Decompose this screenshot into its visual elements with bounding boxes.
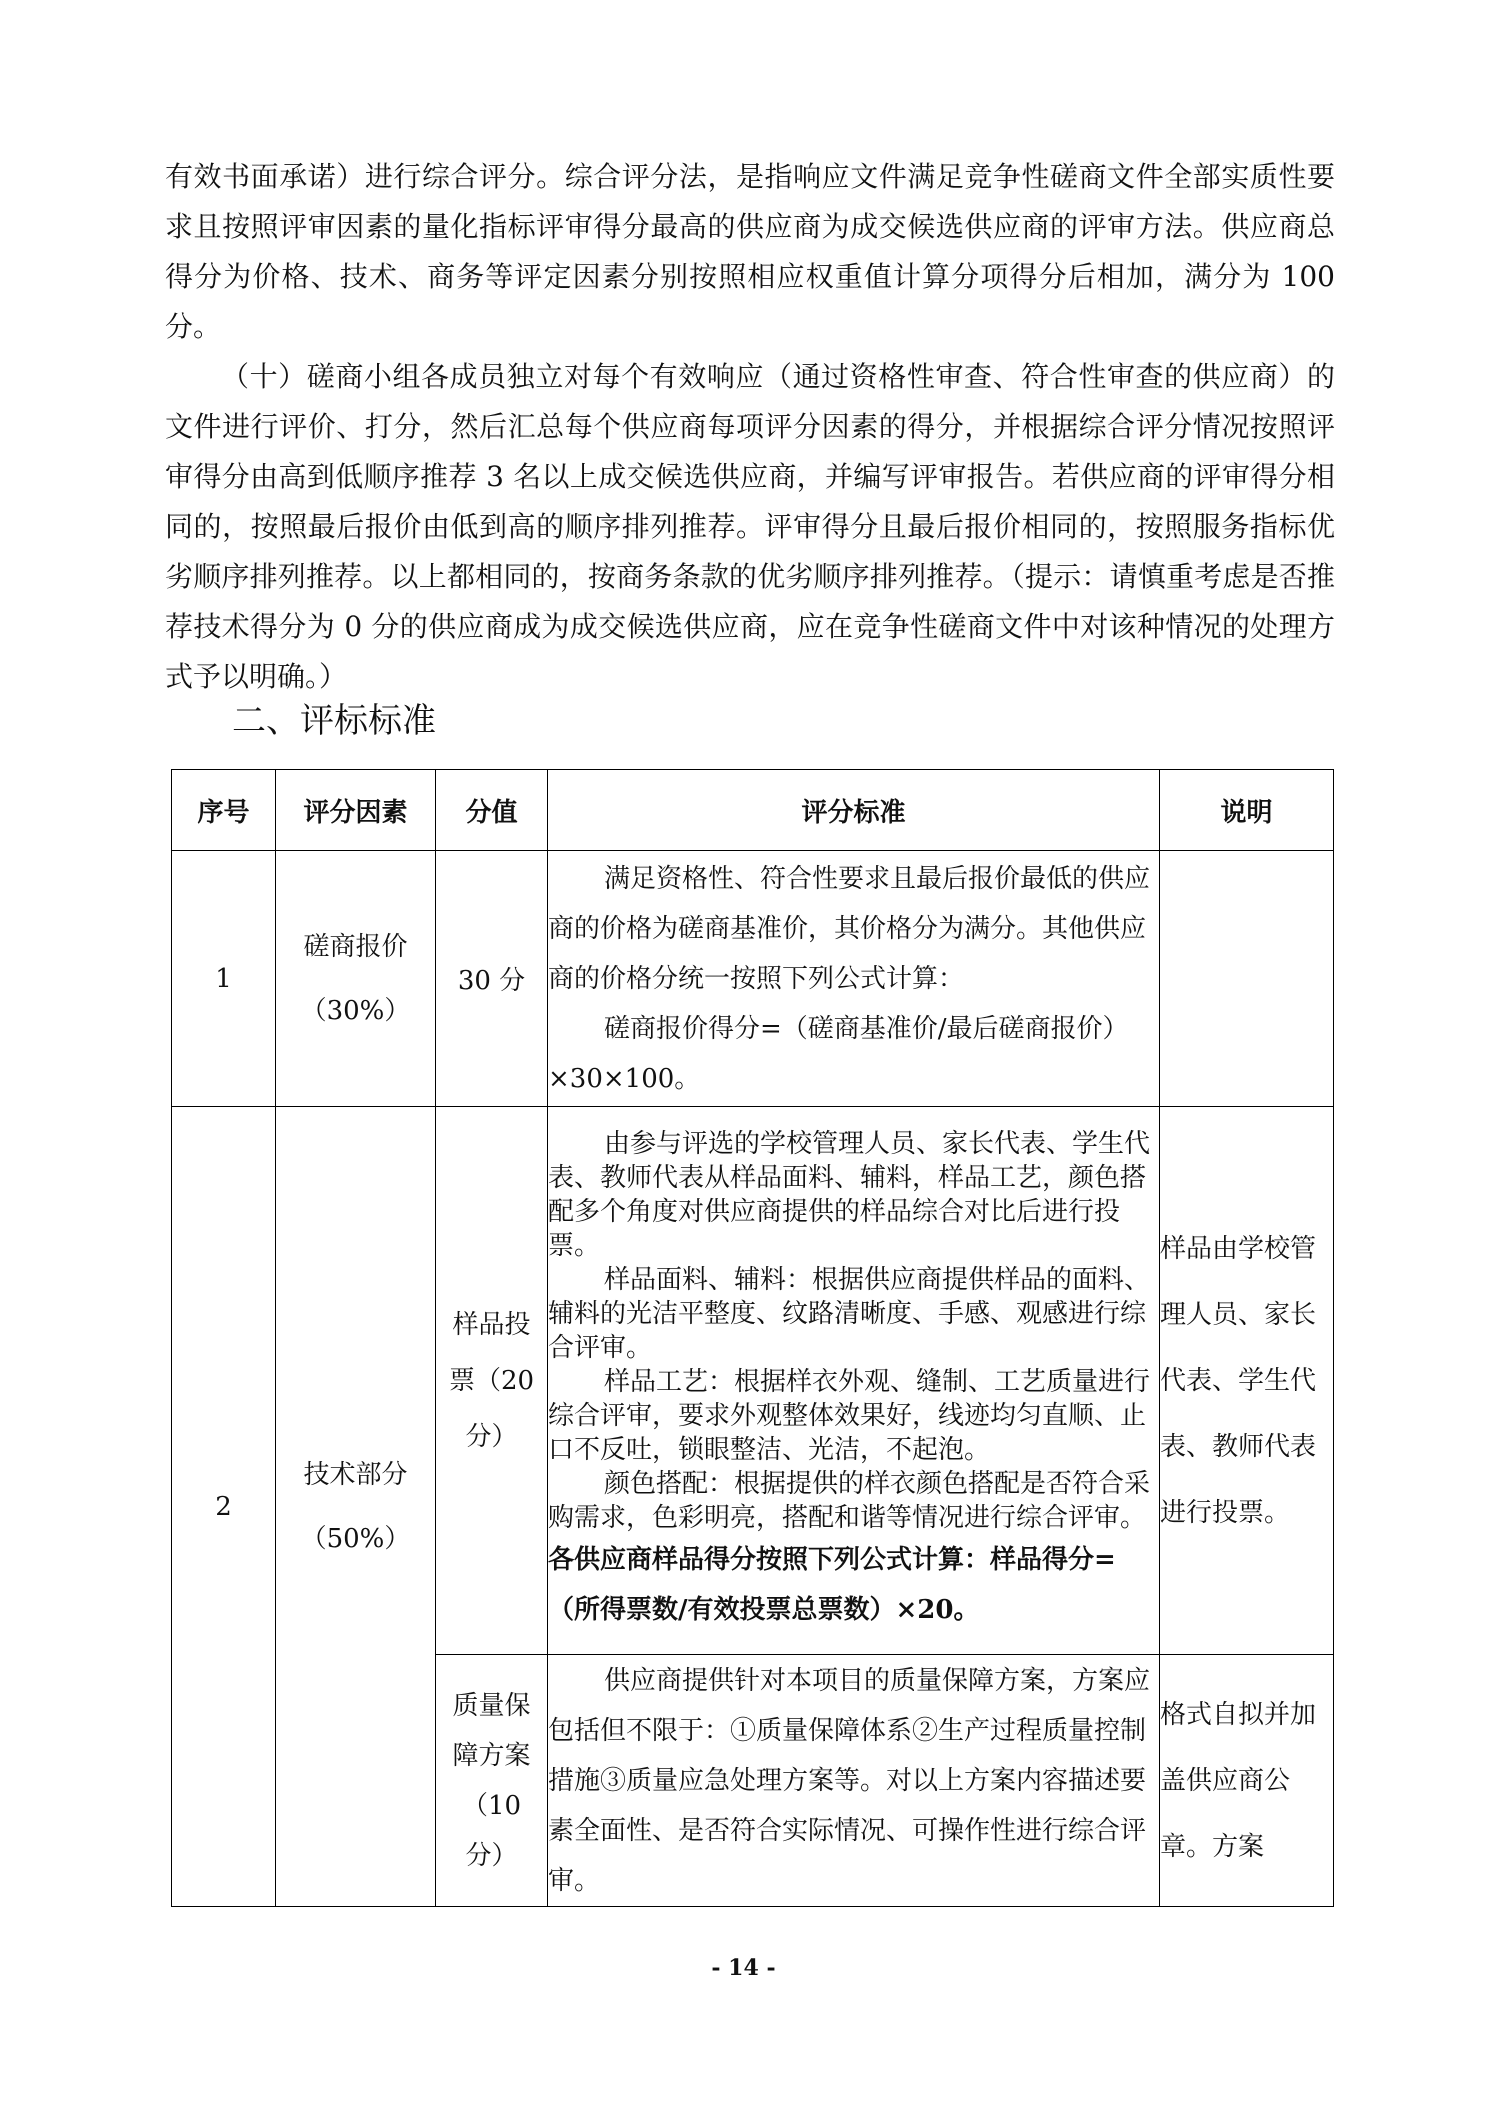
row2-sub2-criteria [548, 1655, 1160, 1907]
row2-sub1-criteria-para: 由参与评选的学校管理人员、家长代表、学生代表、教师代表从样品面料、辅料，样品工艺，颜色搭配多个角度对供应商提供的样品综合对比后进行投票。 [548, 1128, 1151, 1261]
header-no: 序号 [172, 770, 276, 851]
row2-sub1-criteria-para: 样品工艺：根据样衣外观、缝制、工艺质量进行综合评审，要求外观整体效果好，线迹均匀直顺、止口不反吐，锁眼整洁、光洁，不起泡。 [548, 1366, 1151, 1465]
header-factor: 评分因素 [276, 770, 436, 851]
row2-factor-name: 技术部分 [303, 1459, 408, 1490]
row1-score: 30 分 [436, 851, 548, 1107]
row2-sub2-score-line: （10 [461, 1790, 522, 1821]
row2-sub2-score-line: 质量保 [452, 1690, 531, 1721]
row2-sub1-formula: 各供应商样品得分按照下列公式计算：样品得分=（所得票数/有效投票总票数）×20。 [548, 1544, 1116, 1625]
table-row-price [172, 851, 1334, 1107]
row1-factor-pct: （30%） [300, 995, 411, 1026]
table-row-tech-sample [172, 1107, 1334, 1655]
row2-sub1-criteria [548, 1107, 1160, 1655]
row2-sub2-note: 格式自拟并加盖供应商公章。方案 [1160, 1655, 1334, 1907]
table-header-row [172, 770, 1334, 851]
row2-factor [276, 1107, 436, 1907]
row2-sub1-score-line: 分） [465, 1421, 518, 1452]
row1-criteria [548, 851, 1160, 1107]
row2-sub1-score [436, 1107, 548, 1655]
row2-sub1-note: 样品由学校管理人员、家长代表、学生代表、教师代表进行投票。 [1160, 1107, 1334, 1655]
row2-no: 2 [172, 1107, 276, 1907]
row2-sub2-criteria-text: 供应商提供针对本项目的质量保障方案，方案应包括但不限于：①质量保障体系②生产过程质量控制措施③质量应急处理方案等。对以上方案内容描述要素全面性、是否符合实际情况、可操作性进行综合评审。 [548, 1665, 1151, 1896]
row2-factor-pct: （50%） [300, 1523, 411, 1554]
row1-note [1160, 851, 1334, 1107]
row1-criteria-formula: 磋商报价得分=（磋商基准价/最后磋商报价）×30×100。 [548, 1013, 1129, 1094]
paragraph-evaluation-process: （十）磋商小组各成员独立对每个有效响应（通过资格性审查、符合性审查的供应商）的文件进行评价、打分，然后汇总每个供应商每项评分因素的得分，并根据综合评分情况按照评审得分由高到低顺序推荐 3 名以上成交候选供应商，并编写评审报告。若供应商的评审得分相同的，按照最后报价由低到高的顺序排列推荐。评审得分且最后报价相同的，按照服务指标优劣顺序排列推荐。以上都相同的，按商务条款的优劣顺序排列推荐。（提示：请慎重考虑是否推荐技术得分为 0 分的供应商成为成交候选供应商，应在竞争性磋商文件中对该种情况的处理方式予以明确。） [165, 360, 1335, 693]
row1-criteria-text: 满足资格性、符合性要求且最后报价最低的供应商的价格为磋商基准价，其价格分为满分。其他供应商的价格分统一按照下列公式计算： [548, 863, 1151, 994]
page-number: - 14 - [711, 1955, 776, 1981]
header-criteria: 评分标准 [548, 770, 1160, 851]
row2-sub2-score [436, 1655, 548, 1907]
section-heading: 二、评标标准 [232, 701, 436, 741]
row2-sub1-score-line: 样品投 [452, 1309, 531, 1340]
paragraph-scoring-method: 有效书面承诺）进行综合评分。综合评分法，是指响应文件满足竞争性磋商文件全部实质性要求且按照评审因素的量化指标评审得分最高的供应商为成交候选供应商的评审方法。供应商总得分为价格、技术、商务等评定因素分别按照相应权重值计算分项得分后相加，满分为 100 分。 [165, 160, 1335, 343]
row2-sub2-score-line: 障方案 [452, 1740, 531, 1771]
row2-sub2-score-line: 分） [465, 1840, 518, 1871]
row1-factor-name: 磋商报价 [303, 931, 408, 962]
header-score: 分值 [436, 770, 548, 851]
row1-factor [276, 851, 436, 1107]
scoring-table [171, 769, 1334, 1907]
header-note: 说明 [1160, 770, 1334, 851]
row2-sub1-score-line: 票（20 [448, 1365, 535, 1396]
row2-sub1-criteria-para: 颜色搭配：根据提供的样衣颜色搭配是否符合采购需求，色彩明亮，搭配和谐等情况进行综合评审。 [548, 1468, 1151, 1533]
row2-sub1-criteria-para: 样品面料、辅料：根据供应商提供样品的面料、辅料的光洁平整度、纹路清晰度、手感、观感进行综合评审。 [548, 1264, 1151, 1363]
row1-no: 1 [172, 851, 276, 1107]
